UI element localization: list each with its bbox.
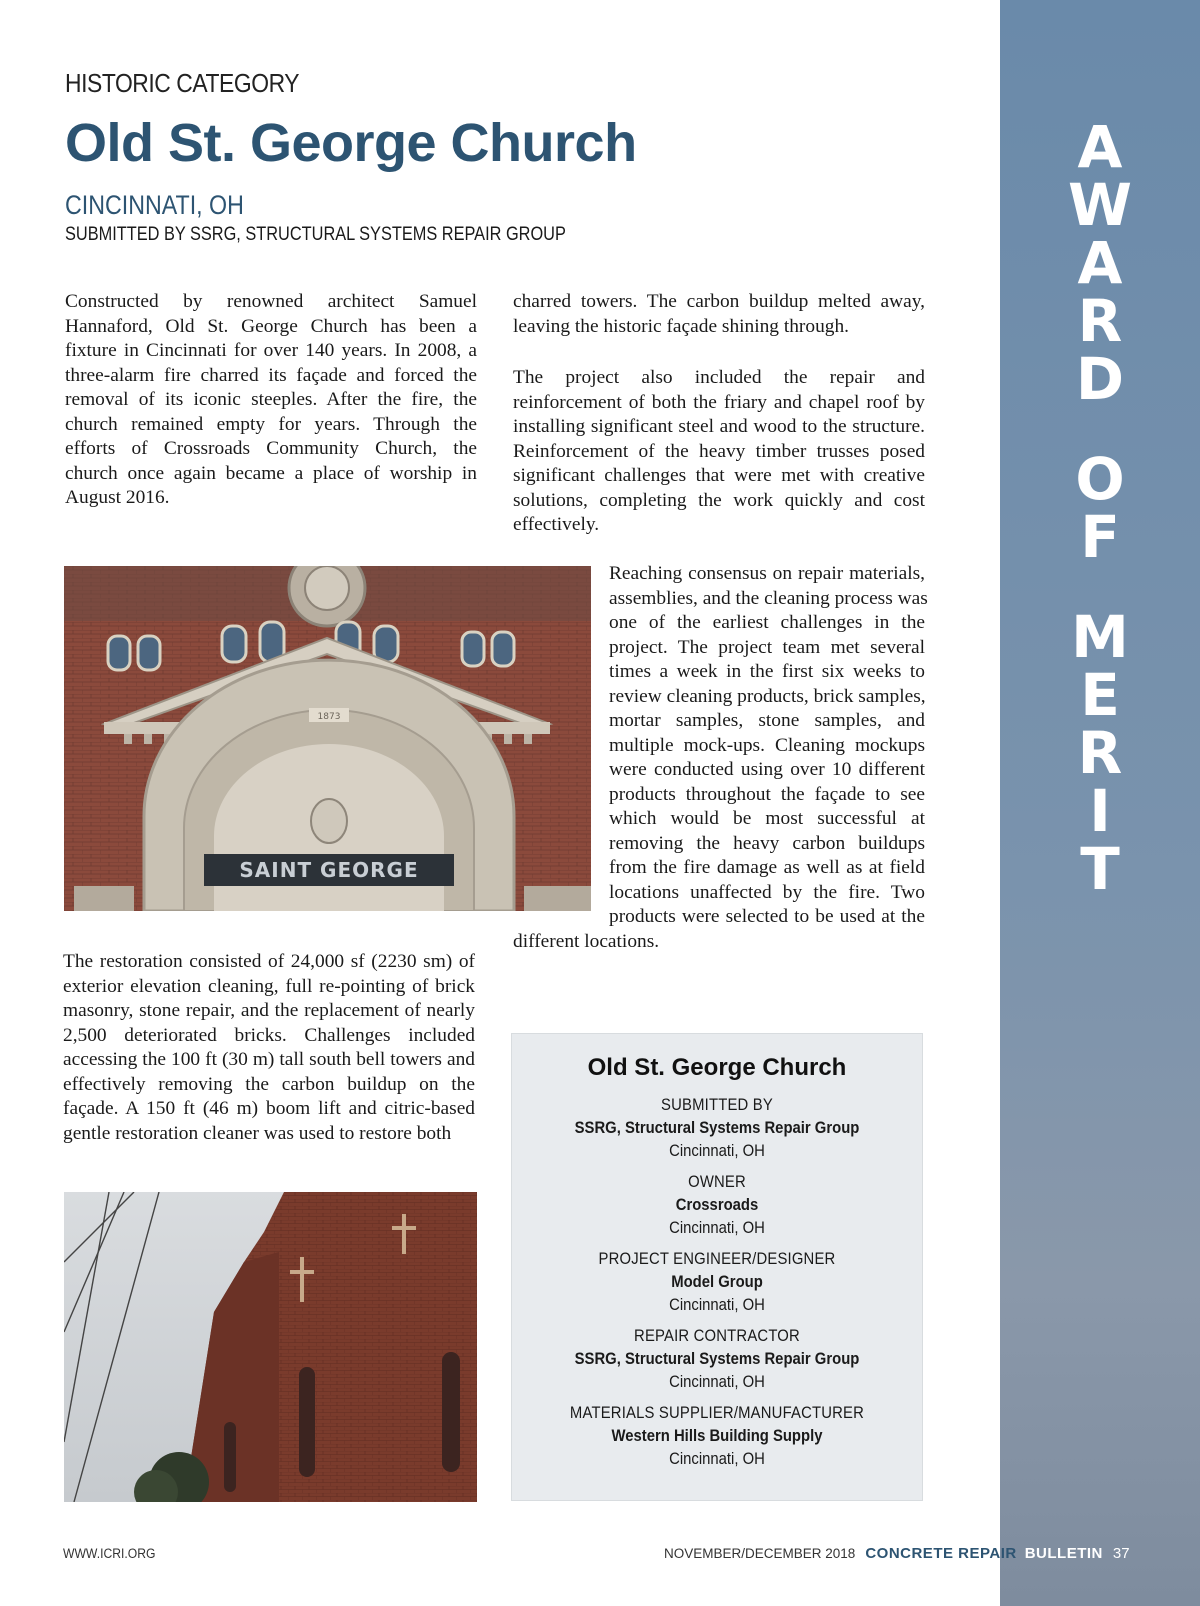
award-letter: O bbox=[1075, 445, 1125, 513]
saint-george-sign: SAINT GEORGE bbox=[239, 858, 419, 882]
paragraph-4-line: review cleaning products, brick samples, bbox=[609, 685, 926, 707]
credit-contractor bbox=[512, 1325, 922, 1394]
paragraph-4-line: one of the earliest challenges in the bbox=[609, 612, 925, 633]
church-facade-illustration bbox=[64, 566, 591, 911]
paragraph-4-line: products throughout the façade to see bbox=[609, 783, 925, 805]
paragraph-4-line: locations unaffected by the fire. Two bbox=[609, 881, 925, 903]
paragraph-4-line: from the fire damage as well as at field bbox=[609, 857, 925, 878]
body-paragraph-3: The project also included the repair and reinforcement of both the friary and chapel roof by installing significant steel and wood to the structure. Reinforcement of the heavy timber trusses posed significant challenges that were met with creative solutions, completing the work quickly and cost effectively. bbox=[513, 367, 925, 535]
award-letter: T bbox=[1080, 835, 1120, 903]
award-letter: D bbox=[1075, 345, 1125, 413]
credit-org: Model Group bbox=[671, 1273, 763, 1291]
paragraph-4-line: were conducted using over 10 different bbox=[609, 759, 925, 780]
body-paragraph-1: Constructed by renowned architect Samuel Hannaford, Old St. George Church has been a fixture in Cincinnati for over 140 years. In 2008, a three-alarm fire charred its façade and forced the removal of its iconic steeples. After the fire, the church remained empty for years. Through the efforts of Crossroads Community Church, the church once again became a place of worship in August 2016. bbox=[65, 291, 477, 508]
award-letter: E bbox=[1080, 661, 1120, 729]
credit-role: PROJECT ENGINEER/DESIGNER bbox=[598, 1250, 836, 1268]
category-label: HISTORIC CATEGORY bbox=[65, 68, 300, 98]
paragraph-4-line: removing the heavy carbon buildups bbox=[609, 832, 925, 854]
church-tower-illustration bbox=[64, 1192, 477, 1502]
paragraph-4-line: assemblies, and the cleaning process was bbox=[609, 587, 928, 609]
credit-org: Western Hills Building Supply bbox=[611, 1427, 823, 1445]
footer-publication bbox=[664, 1545, 1130, 1562]
credits-box-title: Old St. George Church bbox=[587, 1054, 847, 1081]
credit-role: OWNER bbox=[688, 1173, 746, 1191]
award-of-merit-vertical-text bbox=[1000, 113, 1200, 903]
award-letter: A bbox=[1077, 113, 1123, 181]
footer-page-number: 37 bbox=[1112, 1545, 1130, 1562]
paragraph-4-line: Reaching consensus on repair materials, bbox=[609, 563, 925, 584]
award-letter: I bbox=[1089, 777, 1111, 845]
credit-role: MATERIALS SUPPLIER/MANUFACTURER bbox=[569, 1404, 865, 1422]
credit-submitted-by bbox=[512, 1094, 922, 1163]
credit-owner bbox=[512, 1171, 922, 1240]
credit-org: Crossroads bbox=[675, 1196, 759, 1214]
paragraph-4-line: which would be most successful at bbox=[609, 808, 925, 829]
credit-org: SSRG, Structural Systems Repair Group bbox=[574, 1119, 860, 1137]
church-facade-photo bbox=[64, 566, 591, 911]
page-title: Old St. George Church bbox=[65, 113, 637, 173]
credit-org: SSRG, Structural Systems Repair Group bbox=[574, 1350, 860, 1368]
credit-role: SUBMITTED BY bbox=[661, 1096, 773, 1114]
submitted-by-label: SUBMITTED BY SSRG, STRUCTURAL SYSTEMS REPAIR GROUP bbox=[65, 224, 566, 245]
paragraph-4-line: mortar samples, stone samples, and bbox=[609, 710, 925, 731]
award-letter: A bbox=[1077, 229, 1123, 297]
body-paragraph-5: The restoration consisted of 24,000 sf (2230 sm) of exterior elevation cleaning, full re-pointing of brick masonry, stone repair, and the replacement of nearly 2,500 deteriorated bricks. Challenges included accessing the 100 ft (30 m) tall south bell towers and effectively removing the carbon buildup on the façade. A 150 ft (46 m) boom lift and citric-based gentle restoration cleaner was used to restore both bbox=[63, 951, 475, 1144]
footer-magazine-name-part1: CONCRETE REPAIR bbox=[865, 1545, 1017, 1562]
credit-role: REPAIR CONTRACTOR bbox=[634, 1327, 800, 1345]
credit-city: Cincinnati, OH bbox=[669, 1296, 765, 1314]
location-label: CINCINNATI, OH bbox=[65, 190, 244, 220]
credit-city: Cincinnati, OH bbox=[669, 1450, 765, 1468]
paragraph-4-tail: different locations. bbox=[513, 930, 660, 952]
paragraph-4-line: times a week in the first six weeks to bbox=[609, 661, 925, 682]
paragraph-4-line: multiple mock-ups. Cleaning mockups bbox=[609, 734, 925, 756]
credit-city: Cincinnati, OH bbox=[669, 1373, 765, 1391]
award-letter: M bbox=[1071, 603, 1129, 671]
award-sidebar bbox=[1000, 0, 1200, 1606]
footer-issue-date: NOVEMBER/DECEMBER 2018 bbox=[664, 1546, 856, 1561]
award-letter: F bbox=[1080, 503, 1120, 571]
project-credits-box bbox=[511, 1033, 923, 1501]
footer-magazine-name-part2: BULLETIN bbox=[1024, 1545, 1103, 1562]
credit-engineer bbox=[512, 1248, 922, 1317]
paragraph-4-line: project. The project team met several bbox=[609, 636, 925, 658]
award-letter: W bbox=[1068, 171, 1132, 239]
credit-supplier bbox=[512, 1402, 922, 1471]
church-tower-photo bbox=[64, 1192, 477, 1502]
credit-city: Cincinnati, OH bbox=[669, 1219, 765, 1237]
credit-city: Cincinnati, OH bbox=[669, 1142, 765, 1160]
paragraph-4-line: products were selected to be used at the bbox=[609, 906, 925, 927]
footer-website: WWW.ICRI.ORG bbox=[63, 1546, 156, 1561]
facade-date: 1873 bbox=[317, 712, 341, 722]
body-paragraph-2: charred towers. The carbon buildup melted away, leaving the historic façade shining through. bbox=[513, 291, 925, 337]
award-letter: R bbox=[1077, 287, 1123, 355]
award-letter: R bbox=[1077, 719, 1123, 787]
